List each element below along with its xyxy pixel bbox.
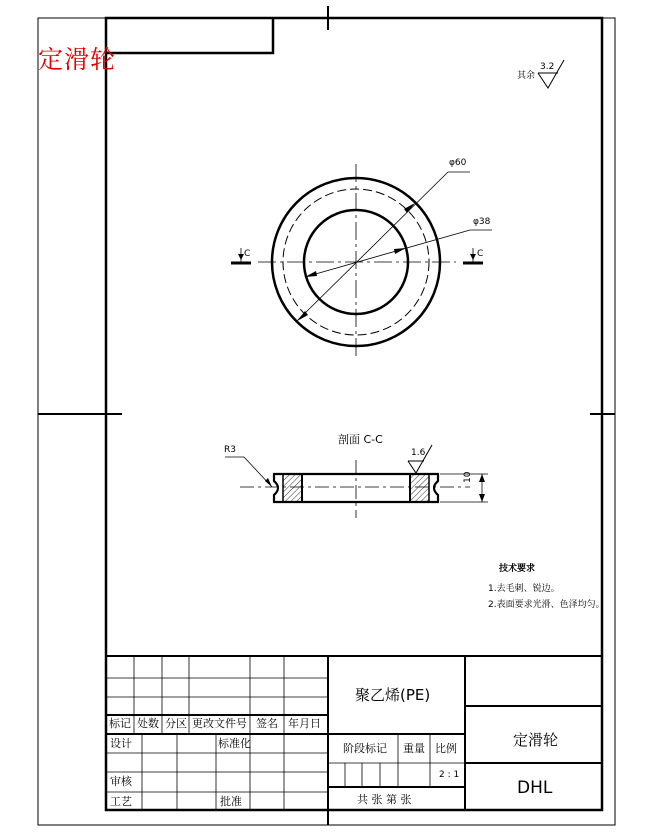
tb-scale-value: 2 : 1 — [439, 770, 460, 780]
tb-header-date: 年月日 — [288, 717, 321, 730]
tb-scale-label: 比例 — [435, 742, 457, 755]
section-marker-left-label: C — [244, 249, 251, 259]
tb-approve: 批准 — [220, 795, 242, 808]
tb-design: 设计 — [110, 737, 132, 750]
tech-req-item-2: 2.表面要求光滑、色泽均匀。 — [488, 600, 605, 610]
inner-diameter-label: φ38 — [473, 217, 491, 227]
tb-process: 工艺 — [110, 795, 132, 808]
groove-radius-label: R3 — [224, 445, 236, 455]
tb-standardize: 标准化 — [218, 737, 251, 750]
roughness-general-value: 3.2 — [540, 62, 555, 72]
tb-header-change-doc: 更改文件号 — [192, 717, 247, 730]
section-marker-right-label: C — [477, 249, 484, 259]
face-roughness-label: 1.6 — [411, 448, 426, 458]
tb-part-name: 定滑轮 — [513, 731, 559, 749]
code-box-corner — [106, 18, 273, 53]
title-stamp: 定滑轮 — [38, 45, 117, 74]
tb-header-count: 处数 — [137, 717, 159, 730]
sheet-border — [38, 18, 615, 825]
tb-review: 审核 — [110, 775, 132, 788]
tb-stage-mark: 阶段标记 — [343, 742, 387, 755]
tech-req-item-1: 1.去毛刺、锐边。 — [488, 584, 560, 594]
tb-header-zone: 分区 — [165, 717, 187, 730]
section-view — [240, 460, 470, 518]
tb-weight: 重量 — [403, 742, 425, 755]
width-dimension-label: 10 — [463, 471, 473, 483]
section-title: 剖面 C-C — [338, 433, 383, 446]
outer-diameter-label: φ60 — [449, 158, 467, 168]
roughness-general-label: 其余 — [517, 71, 536, 81]
drawing-frame — [106, 18, 602, 810]
dimension-dia38 — [305, 230, 492, 277]
tb-header-signature: 签名 — [256, 717, 278, 730]
tb-material: 聚乙烯(PE) — [355, 686, 431, 704]
tb-drawing-code: DHL — [517, 778, 553, 798]
tech-req-heading: 技术要求 — [499, 564, 536, 574]
tb-header-mark: 标记 — [109, 717, 131, 730]
tb-sheets: 共 张 第 张 — [357, 793, 412, 806]
dimension-r3 — [225, 457, 272, 487]
